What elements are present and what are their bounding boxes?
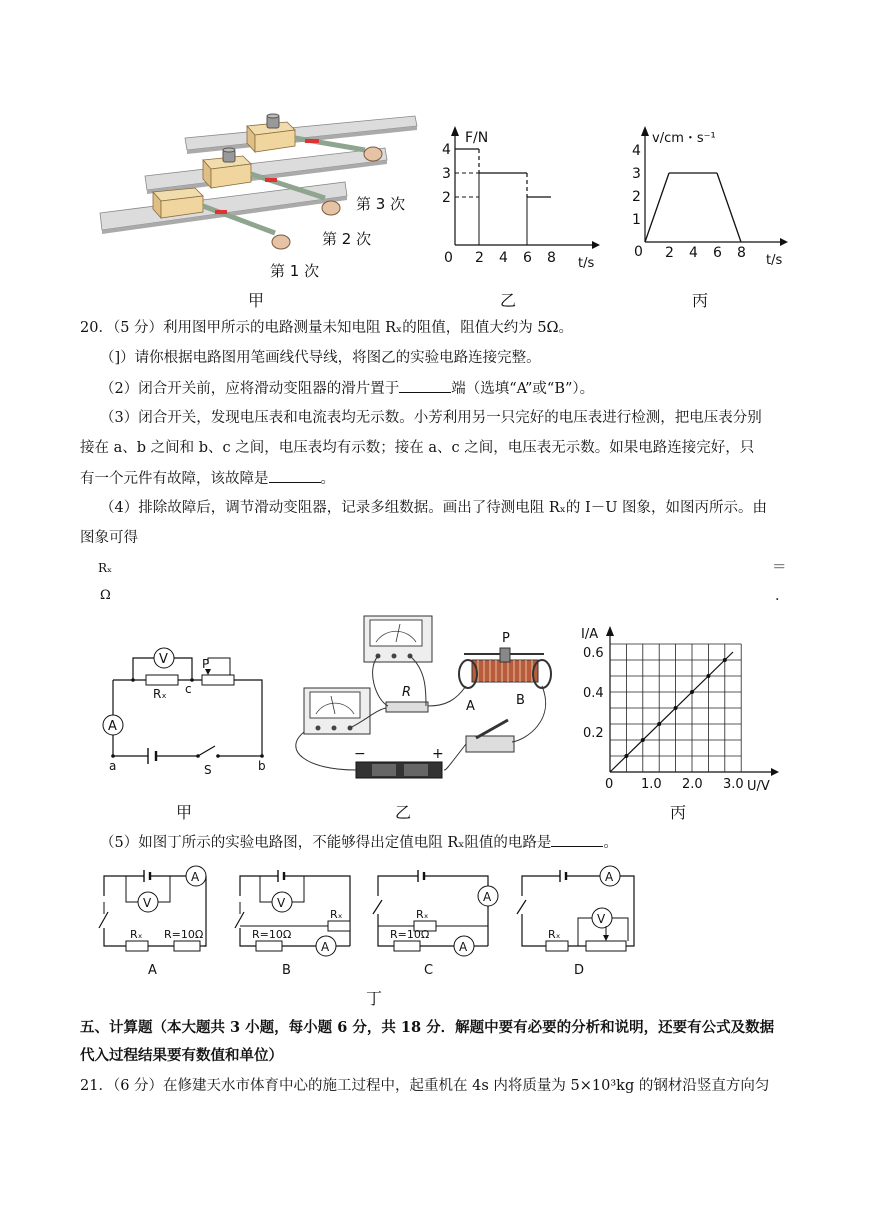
ammeter-label: A — [108, 719, 117, 734]
current-voltage-graph — [575, 620, 785, 800]
b-label: b — [258, 759, 266, 773]
caption-bing-circuit: 丙 — [670, 803, 687, 822]
voltmeter-label: V — [277, 896, 286, 910]
rx-label: Rₓ — [548, 928, 561, 941]
caption-bing-top: 丙 — [692, 291, 709, 310]
q20-part3-line1: （3）闭合开关，发现电压表和电流表均无示数。小芳利用另一只完好的电压表进行检测，把电压表分别 — [100, 410, 762, 426]
q20-part3-line3 — [80, 468, 335, 489]
q20-part5-text-a: （5）如图丁所示的实验电路图，不能够得出定值电阻 Rₓ阻值的电路是 — [100, 835, 552, 851]
y-tick-label: 0.6 — [583, 646, 604, 661]
y-tick-label: 0.4 — [583, 686, 604, 701]
rheostat — [202, 675, 234, 685]
voltmeter-label: V — [143, 896, 152, 910]
q20-stem: 20．（5 分）利用图甲所示的电路测量未知电阻 Rₓ的阻值，阻值大约为 5Ω。 — [80, 320, 574, 336]
x-axis-label: U/V — [747, 779, 770, 794]
x-tick-label: 8 — [737, 245, 746, 261]
y-tick-label: 2 — [632, 189, 641, 205]
velocity-segment — [645, 173, 669, 242]
x-tick-label: 6 — [523, 250, 532, 266]
option-label: C — [424, 963, 434, 978]
ammeter-label: A — [321, 940, 330, 954]
x-axis-arrow — [592, 241, 600, 249]
s-label: S — [204, 763, 212, 777]
ammeter-label: A — [605, 870, 614, 884]
x-axis-arrow — [771, 768, 779, 776]
force-time-graph — [440, 122, 600, 272]
q20-part2-text-a: （2）闭合开关前，应将滑动变阻器的滑片置于 — [100, 381, 400, 397]
q20-part5-answer-blank[interactable] — [551, 832, 603, 847]
q20-part2-answer-blank[interactable] — [399, 378, 451, 393]
trial-label-1: 第 1 次 — [270, 262, 320, 280]
q20-part3-answer-blank[interactable] — [269, 468, 321, 483]
data-point — [641, 738, 645, 742]
y-axis-arrow — [606, 626, 614, 636]
circuit-ding-a — [96, 862, 214, 980]
rx-label: Rₓ — [153, 687, 167, 701]
x-axis-label: t/s — [766, 253, 783, 268]
section5-heading-line2: 代入过程结果要有数值和单位） — [80, 1047, 283, 1064]
trial-label-2: 第 2 次 — [322, 230, 372, 248]
caption-jia-top: 甲 — [248, 291, 265, 310]
trial-label-3: 第 3 次 — [356, 195, 406, 213]
circuit-ding-d — [514, 862, 646, 980]
q20-part3-text-a: 有一个元件有故障，该故障是 — [80, 471, 269, 487]
battery-minus-label: − — [354, 746, 366, 762]
x-tick-label: 4 — [499, 250, 508, 266]
c-label: c — [185, 682, 192, 696]
rheostat-device — [472, 660, 538, 682]
origin-label: 0 — [605, 777, 614, 792]
p-label: P — [202, 657, 210, 671]
section5-heading-line1: 五、计算题（本大题共 3 小题，每小题 6 分，共 18 分．解题中要有必要的分析和说明，还要有公式及数据 — [80, 1019, 775, 1036]
y-axis-label: v/cm・s⁻¹ — [652, 131, 716, 146]
ammeter-label: A — [459, 940, 468, 954]
y-axis-arrow — [451, 126, 459, 136]
data-point — [624, 754, 628, 758]
q20-part1: （]）请你根据电路图用笔画线代导线，将图乙的实验电路连接完整。 — [100, 350, 541, 366]
x-tick-label: 4 — [689, 245, 698, 261]
r10-label: R=10Ω — [252, 928, 292, 941]
rx-label: Rₓ — [330, 908, 343, 921]
x-tick-label: 8 — [547, 250, 556, 266]
y-tick-label: 1 — [632, 212, 641, 228]
voltmeter-label: V — [597, 912, 606, 926]
q20-part4-rx: Rₓ — [98, 561, 113, 575]
r-label: R — [402, 685, 412, 700]
data-point — [706, 674, 710, 678]
y-axis-label: F/N — [465, 130, 489, 146]
caption-yi-top: 乙 — [500, 291, 517, 310]
r10-label: R=10Ω — [390, 928, 430, 941]
q20-part3-text-b: 。 — [320, 471, 335, 487]
switch-symbol — [198, 746, 215, 756]
circuit-jia — [98, 638, 276, 778]
x-axis-arrow — [780, 238, 788, 246]
q20-part4-dot: ． — [775, 588, 790, 604]
velocity-segment — [717, 173, 741, 242]
q20-part2-text-b: 端（选填“A”或“B”）。 — [451, 381, 595, 397]
rheostat-a-label: A — [466, 699, 475, 714]
rx-resistor — [146, 675, 178, 685]
y-tick-label: 4 — [632, 143, 641, 159]
q20-part2 — [100, 378, 594, 399]
r10-label: R=10Ω — [164, 928, 204, 941]
fit-line — [610, 652, 733, 772]
y-tick-label: 3 — [442, 166, 451, 182]
option-label: B — [282, 963, 291, 978]
origin-label: 0 — [634, 244, 643, 260]
data-point — [723, 658, 727, 662]
q20-part4-equals: ＝ — [772, 560, 787, 576]
q20-part4-unit: Ω — [100, 588, 111, 603]
q20-part4-line2: 图象可得 — [80, 530, 138, 546]
battery-device — [356, 762, 442, 778]
data-point — [674, 706, 678, 710]
q20-part4-line1: （4）排除故障后，调节滑动变阻器，记录多组数据。画出了待测电阻 Rₓ的 I－U 图象，如图丙所示。由 — [100, 500, 768, 516]
y-axis-label: I/A — [581, 627, 599, 642]
caption-ding: 丁 — [366, 989, 383, 1008]
caption-jia-circuit: 甲 — [176, 803, 193, 822]
ammeter-label: A — [483, 890, 492, 904]
ammeter-label: A — [191, 870, 200, 884]
rheostat-b-label: B — [516, 693, 525, 708]
q20-part3-line2: 接在 a、b 之间和 b、c 之间，电压表均有示数；接在 a、c 之间，电压表无示数。如果电路连接完好，只 — [80, 440, 755, 456]
a-label: a — [109, 759, 117, 773]
battery-plus-label: + — [432, 746, 444, 762]
x-tick-label: 2.0 — [682, 777, 703, 792]
caption-yi-circuit: 乙 — [395, 803, 412, 822]
circuit-yi-apparatus — [276, 610, 566, 790]
data-point — [657, 722, 661, 726]
y-tick-label: 2 — [442, 190, 451, 206]
x-tick-label: 3.0 — [723, 777, 744, 792]
resistor-r-device — [386, 702, 428, 712]
velocity-time-graph — [630, 122, 790, 272]
x-tick-label: 2 — [665, 245, 674, 261]
y-tick-label: 4 — [442, 142, 451, 158]
circuit-ding-b — [232, 862, 356, 980]
x-tick-label: 1.0 — [641, 777, 662, 792]
q21-text: 21．（6 分）在修建天水市体育中心的施工过程中，起重机在 4s 内将质量为 5×10³kg 的钢材沿竖直方向匀 — [80, 1078, 770, 1094]
option-label: A — [148, 963, 157, 978]
option-label: D — [574, 963, 585, 978]
p-label: P — [502, 631, 510, 646]
x-axis-label: t/s — [578, 256, 595, 271]
y-axis-arrow — [641, 126, 649, 136]
rx-label: Rₓ — [130, 928, 143, 941]
y-tick-label: 3 — [632, 166, 641, 182]
q20-part5-text-b: 。 — [603, 835, 618, 851]
switch-device — [466, 736, 514, 752]
voltmeter-label: V — [159, 652, 168, 667]
x-tick-label: 6 — [713, 245, 722, 261]
rx-label: Rₓ — [416, 908, 429, 921]
origin-label: 0 — [444, 250, 453, 266]
x-tick-label: 2 — [475, 250, 484, 266]
y-tick-label: 0.2 — [583, 726, 604, 741]
circuit-ding-c — [370, 862, 508, 980]
data-point — [690, 690, 694, 694]
q20-part5 — [100, 832, 618, 853]
